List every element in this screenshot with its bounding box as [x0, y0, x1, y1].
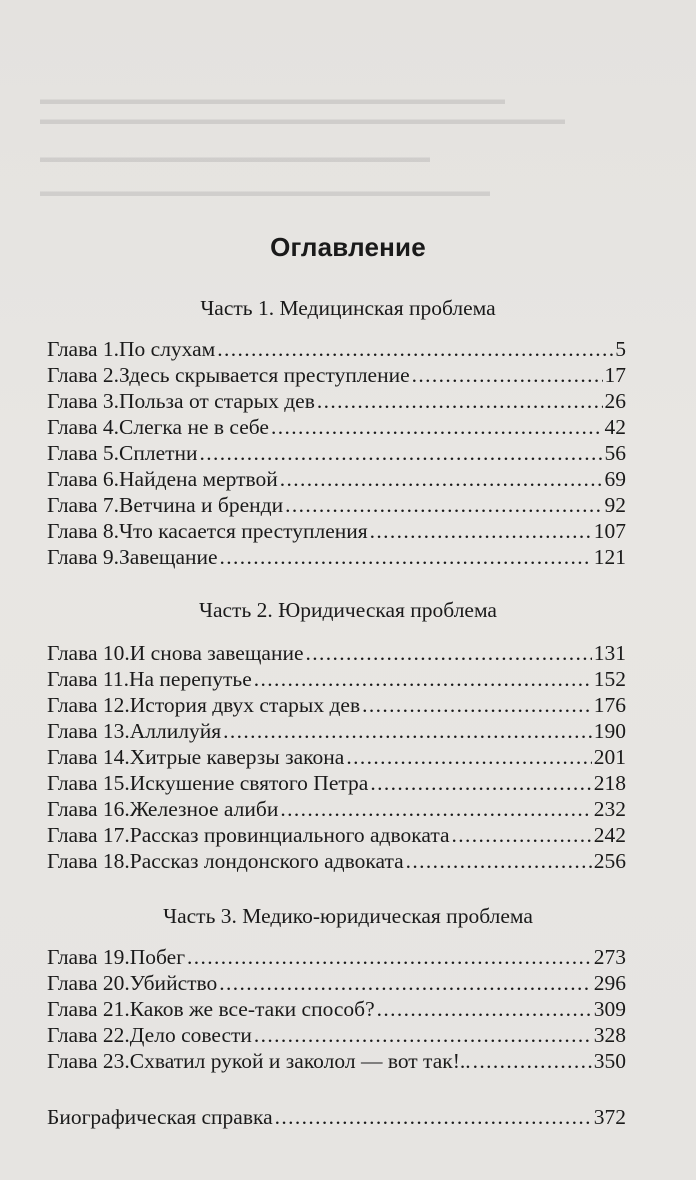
dot-leader — [219, 970, 591, 996]
page-title: Оглавление — [270, 232, 426, 262]
chapter-number: Глава 11. — [47, 667, 129, 691]
page-number: 296 — [593, 971, 626, 995]
toc-entry[interactable] — [47, 796, 626, 822]
page-number: 107 — [593, 519, 626, 543]
toc-entry[interactable] — [47, 336, 626, 362]
chapter-title: Каков же все-таки способ? — [129, 997, 375, 1021]
toc-entry[interactable] — [47, 388, 626, 414]
toc-entry[interactable] — [47, 466, 626, 492]
part-title: Часть 1. Медицинская проблема — [200, 296, 496, 320]
page-number: 218 — [593, 771, 626, 795]
chapter-number: Глава 12. — [47, 693, 130, 717]
chapter-title: Что касается преступления — [119, 519, 368, 543]
chapter-number: Глава 23. — [47, 1049, 130, 1073]
chapter-title: Побег — [129, 945, 186, 969]
chapter-title: Рассказ лондонского адвоката — [129, 849, 404, 873]
dot-leader — [271, 414, 603, 440]
chapter-title: Дело совести — [129, 1023, 252, 1047]
dot-leader — [362, 692, 592, 718]
page-number: 242 — [593, 823, 626, 847]
page-number: 131 — [593, 641, 626, 665]
page-number: 69 — [604, 467, 626, 491]
show-through-text: ▬▬▬▬▬▬▬▬▬▬▬▬▬▬▬▬▬▬▬▬▬▬▬▬▬▬▬▬▬▬ — [40, 184, 490, 200]
chapter-number: Глава 1. — [47, 337, 119, 361]
chapter-number: Глава 7. — [47, 493, 119, 517]
toc-entry[interactable] — [47, 666, 626, 692]
part-title: Часть 3. Медико-юридическая проблема — [163, 904, 533, 928]
chapter-title: И снова завещание — [129, 641, 304, 665]
chapter-title: Слегка не в себе — [119, 415, 269, 439]
show-through-text: ▬▬▬▬▬▬▬▬▬▬▬▬▬▬▬▬▬▬▬▬▬▬▬▬▬▬▬▬▬▬▬▬▬▬▬ — [40, 112, 565, 128]
dot-leader — [452, 822, 592, 848]
chapter-number: Глава 4. — [47, 415, 119, 439]
toc-entry[interactable] — [47, 640, 626, 666]
page-number: 273 — [593, 945, 626, 969]
toc-entry[interactable] — [47, 414, 626, 440]
toc-entry[interactable] — [47, 362, 626, 388]
dot-leader — [217, 336, 613, 362]
chapter-number: Глава 2. — [47, 363, 119, 387]
chapter-number: Глава 20. — [47, 971, 130, 995]
toc-entry[interactable] — [47, 544, 626, 570]
toc-entry[interactable] — [47, 718, 626, 744]
page-number: 56 — [604, 441, 626, 465]
chapter-title: Аллилуйя — [129, 719, 222, 743]
page-number: 328 — [593, 1023, 626, 1047]
page-number: 201 — [593, 745, 626, 769]
page-number: 152 — [593, 667, 626, 691]
chapter-title: История двух старых дев — [129, 693, 361, 717]
page-number: 92 — [604, 493, 626, 517]
chapter-number: Глава 8. — [47, 519, 119, 543]
chapter-number: Глава 17. — [47, 823, 130, 847]
dot-leader — [370, 518, 592, 544]
page-number: 42 — [604, 415, 626, 439]
chapter-number: Глава 21. — [47, 997, 130, 1021]
chapter-title: На перепутье — [128, 667, 252, 691]
dot-leader — [473, 1048, 592, 1074]
toc-entry[interactable] — [47, 996, 626, 1022]
dot-leader — [285, 492, 602, 518]
dot-leader — [412, 362, 603, 388]
chapter-number: Глава 22. — [47, 1023, 130, 1047]
dot-leader — [370, 770, 591, 796]
dot-leader — [220, 544, 592, 570]
dot-leader — [346, 744, 591, 770]
dot-leader — [223, 718, 592, 744]
chapter-number: Глава 16. — [47, 797, 130, 821]
page-number: 350 — [593, 1049, 626, 1073]
show-through-text: ▬▬▬▬▬▬▬▬▬▬▬▬▬▬▬▬▬▬▬▬▬▬▬▬▬▬▬▬▬▬▬ — [40, 92, 505, 108]
appendix-title: Биографическая справка — [47, 1105, 273, 1129]
toc-entry[interactable] — [47, 822, 626, 848]
chapter-title: Железное алиби — [129, 797, 279, 821]
dot-leader — [200, 440, 603, 466]
page-number: 190 — [593, 719, 626, 743]
chapter-number: Глава 14. — [47, 745, 130, 769]
dot-leader — [275, 1104, 592, 1130]
chapter-title: Искушение святого Петра — [129, 771, 369, 795]
dot-leader — [254, 1022, 592, 1048]
chapter-number: Глава 9. — [47, 545, 119, 569]
page-number: 232 — [593, 797, 626, 821]
toc-entry[interactable] — [47, 492, 626, 518]
toc-entry[interactable] — [47, 440, 626, 466]
toc-entry[interactable] — [47, 770, 626, 796]
toc-entry[interactable] — [47, 1048, 626, 1074]
chapter-title: Завещание — [119, 545, 218, 569]
dot-leader — [254, 666, 592, 692]
page-number: 26 — [604, 389, 626, 413]
chapter-title: Ветчина и бренди — [119, 493, 284, 517]
dot-leader — [406, 848, 592, 874]
chapter-title: Сплетни — [119, 441, 198, 465]
chapter-number: Глава 6. — [47, 467, 119, 491]
page-number: 309 — [593, 997, 626, 1021]
toc-entry[interactable] — [47, 518, 626, 544]
page-number: 121 — [593, 545, 626, 569]
dot-leader — [317, 388, 603, 414]
dot-leader — [280, 466, 603, 492]
dot-leader — [187, 944, 592, 970]
toc-entry-appendix[interactable] — [47, 1104, 626, 1130]
chapter-title: Польза от старых дев — [119, 389, 315, 413]
toc-entry[interactable] — [47, 692, 626, 718]
dot-leader — [306, 640, 592, 666]
page-number: 372 — [593, 1105, 626, 1129]
page-number: 256 — [593, 849, 626, 873]
chapter-number: Глава 3. — [47, 389, 119, 413]
show-through-text: ▬▬▬▬▬▬▬▬▬▬▬▬▬▬▬▬▬▬▬▬▬▬▬▬▬▬ — [40, 150, 430, 166]
dot-leader — [280, 796, 591, 822]
toc-entry[interactable] — [47, 944, 626, 970]
chapter-number: Глава 15. — [47, 771, 130, 795]
chapter-title: Найдена мертвой — [119, 467, 278, 491]
page-number: 17 — [604, 363, 626, 387]
part-title: Часть 2. Юридическая проблема — [199, 598, 497, 622]
chapter-number: Глава 19. — [47, 945, 130, 969]
chapter-number: Глава 13. — [47, 719, 130, 743]
toc-entry[interactable] — [47, 970, 626, 996]
chapter-title: Убийство — [129, 971, 218, 995]
page-number: 176 — [593, 693, 626, 717]
chapter-number: Глава 18. — [47, 849, 130, 873]
chapter-title: Рассказ провинциального адвоката — [129, 823, 450, 847]
chapter-title: Схватил рукой и заколол — вот так!.. — [129, 1049, 471, 1073]
chapter-number: Глава 10. — [47, 641, 130, 665]
dot-leader — [377, 996, 592, 1022]
toc-entry[interactable] — [47, 848, 626, 874]
page-number: 5 — [615, 337, 626, 361]
chapter-title: Здесь скрывается преступление — [119, 363, 410, 387]
toc-entry[interactable] — [47, 744, 626, 770]
chapter-title: По слухам — [119, 337, 216, 361]
chapter-number: Глава 5. — [47, 441, 119, 465]
toc-entry[interactable] — [47, 1022, 626, 1048]
chapter-title: Хитрые каверзы закона — [129, 745, 345, 769]
